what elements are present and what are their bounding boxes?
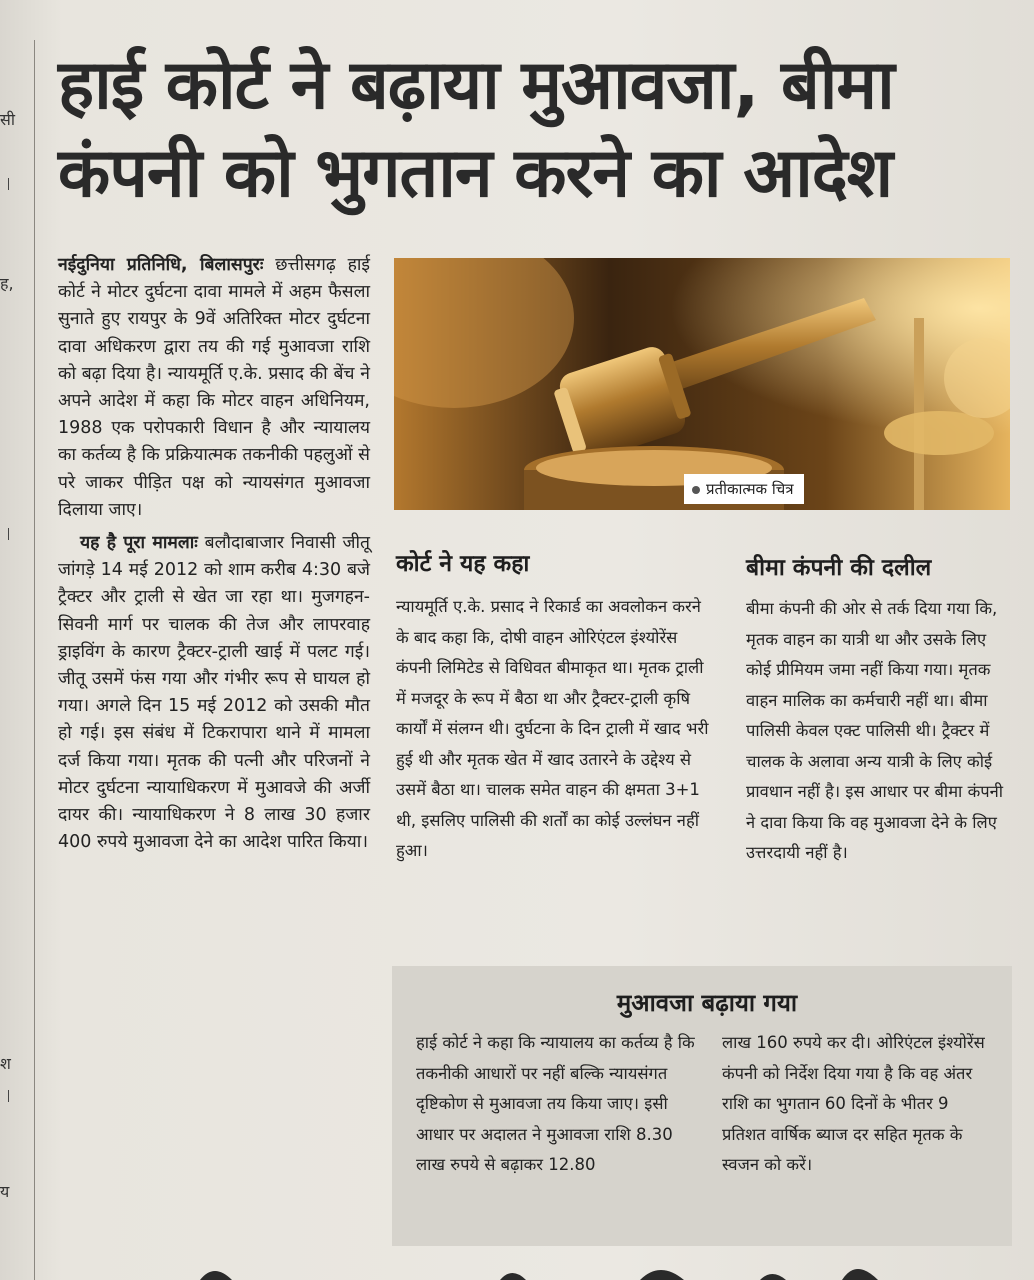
- court-said-column: [396, 592, 718, 867]
- insurer-argument-title: बीमा कंपनी की दलील: [746, 555, 932, 581]
- compensation-column-right: [722, 1028, 994, 1181]
- compensation-column-left: [416, 1028, 702, 1181]
- previous-column-strip: [0, 0, 30, 1280]
- strip-fragment: ह,: [0, 274, 14, 293]
- left-column: [58, 252, 370, 856]
- bullet-icon: [692, 486, 700, 494]
- strip-fragment: सी: [0, 110, 15, 129]
- strip-fragment: य: [0, 1182, 10, 1201]
- next-article-fragment: [0, 1258, 1034, 1280]
- caption-text: प्रतीकात्मक चित्र: [706, 480, 794, 498]
- intro-text: छत्तीसगढ़ हाई कोर्ट ने मोटर दुर्घटना दावा मामले में अहम फैसला सुनाते हुए रायपुर के 9वें अतिरिक्त मोटर दुर्घटना दावा अधिकरण द्वारा तय की गई मुआवजा राशि को बढ़ा दिया है। न्यायमूर्ति ए.के. प्रसाद की बेंच ने अपने आदेश में कहा कि मोटर वाहन अधिनियम, 1988 एक परोपकारी विधान है और न्यायालय का कर्तव्य है कि प्रक्रियात्मक तकनीकी पहलुओं से परे जाकर पीड़ित पक्ष को न्यायसंगत मुआवजा दिलाया जाए।: [58, 255, 370, 520]
- gavel-photo: [394, 258, 1010, 510]
- photo-caption: [684, 474, 804, 504]
- headline: हाई कोर्ट ने बढ़ाया मुआवजा, बीमा कंपनी को भुगतान करने का आदेश: [58, 46, 894, 213]
- court-said-text: न्यायमूर्ति ए.के. प्रसाद ने रिकार्ड का अवलोकन करने के बाद कहा कि, दोषी वाहन ओरिएंटल इंश्योरेंस कंपनी लिमिटेड से विधिवत बीमाकृत था। मृतक ट्राली में मजदूर के रूप में बैठा था और ट्रैक्टर-ट्राली कृषि कार्यों में संलग्न थी। दुर्घटना के दिन ट्राली में खाद भरी हुई थी और मृतक खेत में खाद उतारने के उद्देश्य से उसमें बैठा था। चालक समेत वाहन की क्षमता 3+1 थी, इसलिए पालिसी की शर्तों का कोई उल्लंघन नहीं हुआ।: [396, 597, 709, 860]
- case-text: बलौदाबाजार निवासी जीतू जांगड़े 14 मई 2012 को शाम करीब 4:30 बजे ट्रैक्टर और ट्राली से खेत जा रहा था। मुजगहन-सिवनी मार्ग पर चालक की तेज और लापरवाह ड्राइविंग के कारण ट्रैक्टर-ट्राली खाई में पलट गई। जीतू उसमें फंस गया और गंभीर रूप से घायल हो गया। अगले दिन 15 मई 2012 को उसकी मौत हो गई। इस संबंध में टिकरापारा थाने में मामला दर्ज किया गया। मृतक की पत्नी और परिजनों ने मोटर दुर्घटना न्यायाधिकरण में मुआवजे की अर्जी दायर की। न्यायाधिकरण ने 8 लाख 30 हजार 400 रुपये मुआवजा देने का आदेश पारित किया।: [58, 533, 370, 853]
- dateline: नईदुनिया प्रतिनिधि, बिलासपुरः: [58, 255, 264, 275]
- case-paragraph: [58, 530, 370, 856]
- strip-tick: [8, 178, 9, 190]
- cut-off-headline-glyphs: [0, 1258, 1034, 1280]
- strip-tick: [8, 1090, 9, 1102]
- case-label: यह है पूरा मामलाः: [80, 533, 198, 554]
- gavel-illustration: [394, 258, 1010, 510]
- compensation-title: मुआवजा बढ़ाया गया: [616, 989, 798, 1017]
- insurer-argument-column: [746, 594, 1012, 869]
- strip-fragment: श: [0, 1054, 11, 1073]
- compensation-text-right: लाख 160 रुपये कर दी। ओरिएंटल इंश्योरेंस कंपनी को निर्देश दिया गया है कि वह अंतर राशि का भुगतान 60 दिनों के भीतर 9 प्रतिशत वार्षिक ब्याज दर सहित मृतक के स्वजन को करें।: [722, 1033, 985, 1174]
- strip-tick: [8, 528, 9, 540]
- insurer-argument-text: बीमा कंपनी की ओर से तर्क दिया गया कि, मृतक वाहन का यात्री था और उसके लिए कोई प्रीमियम जमा नहीं किया गया। मृतक वाहन मालिक का कर्मचारी नहीं था। बीमा पालिसी केवल एक्ट पालिसी थी। ट्रैक्टर में चालक के अलावा अन्य यात्री के लिए कोई प्रावधान नहीं है। इस आधार पर बीमा कंपनी ने दावा किया कि वह मुआवजा देने के लिए उत्तरदायी नहीं है।: [746, 599, 1004, 862]
- court-said-title: कोर्ट ने यह कहा: [396, 551, 530, 577]
- column-rule: [34, 40, 35, 1280]
- intro-paragraph: [58, 252, 370, 524]
- compensation-text-left: हाई कोर्ट ने कहा कि न्यायालय का कर्तव्य है कि तकनीकी आधारों पर नहीं बल्कि न्यायसंगत दृष्टिकोण से मुआवजा तय किया जाए। इसी आधार पर अदालत ने मुआवजा राशि 8.30 लाख रुपये से बढ़ाकर 12.80: [416, 1033, 695, 1174]
